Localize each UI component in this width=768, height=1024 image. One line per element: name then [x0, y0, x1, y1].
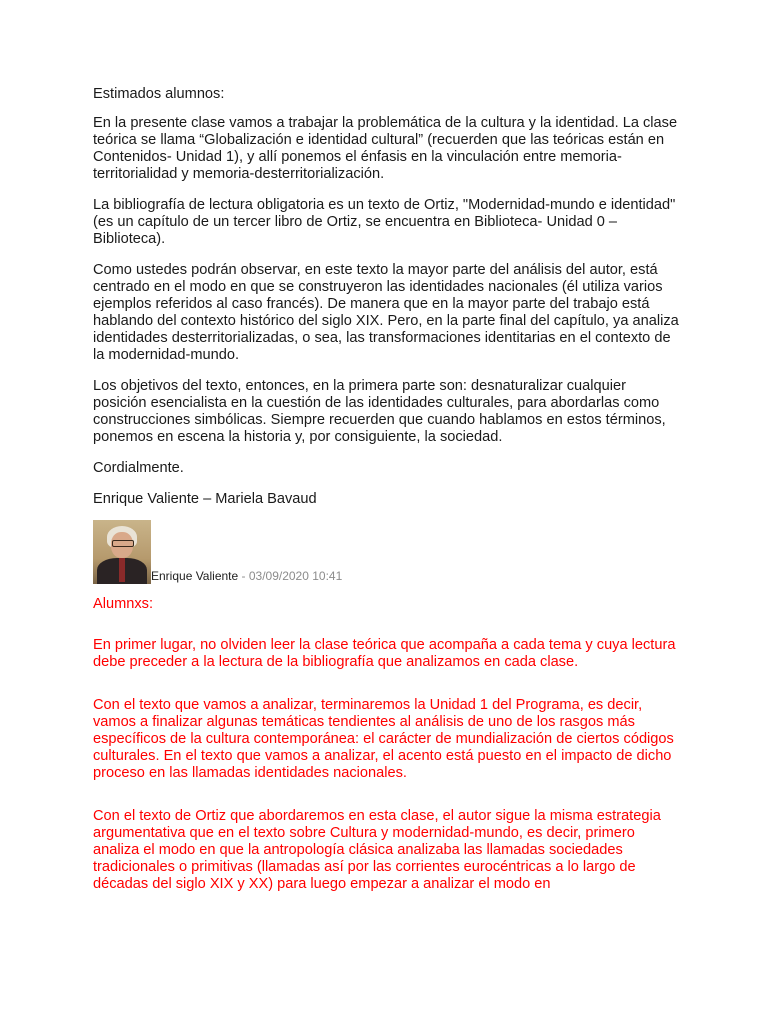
post-separator: - — [238, 569, 249, 583]
letter-paragraph-4: Los objetivos del texto, entonces, en la primera parte son: desnaturalizar cualquier posición esencialista en la cuestión de las identidades culturales, para abordarlas como construcciones simbólicas. Siempre recuerden que cuando hablamos en estos términos, ponemos en escena la historia y, por consiguiente, la sociedad. — [93, 378, 666, 445]
post-meta — [151, 569, 342, 583]
post-author-header — [93, 520, 683, 584]
post-greeting: Alumnxs: — [93, 596, 154, 612]
letter-paragraph-1: En la presente clase vamos a trabajar la problemática de la cultura y la identidad. La clase teórica se llama “Globalización e identidad cultural” (recuerden que las teóricas están en Contenidos- Unidad 1), y allí ponemos el énfasis en la vinculación entre memoria-territorialidad y memoria-desterritorialización. — [93, 115, 678, 182]
post-paragraph-1: En primer lugar, no olviden leer la clase teórica que acompaña a cada tema y cuya lectura debe preceder a la lectura de la bibliografía que analizamos en cada clase. — [93, 637, 676, 670]
author-avatar — [93, 520, 151, 584]
post-timestamp: 03/09/2020 10:41 — [248, 569, 343, 583]
letter-signers: Enrique Valiente – Mariela Bavaud — [93, 491, 317, 507]
post-author-name: Enrique Valiente — [151, 569, 239, 583]
post-paragraph-3: Con el texto de Ortiz que abordaremos en esta clase, el autor sigue la misma estrategia argumentativa que en el texto sobre Cultura y modernidad-mundo, es decir, primero analiza el modo en que la antropología clásica analizaba las llamadas sociedades tradicionales o primitivas (llamadas así por las corrientes eurocéntricas a lo largo de décadas del siglo XIX y XX) para luego empezar a analizar el modo en — [93, 808, 661, 892]
letter-greeting: Estimados alumnos: — [93, 86, 225, 102]
letter-paragraph-2: La bibliografía de lectura obligatoria es un texto de Ortiz, "Modernidad-mundo e identidad" (es un capítulo de un tercer libro de Ortiz, se encuentra en Biblioteca- Unidad 0 –Biblioteca). — [93, 197, 676, 247]
letter-closing: Cordialmente. — [93, 460, 184, 476]
post-paragraph-2: Con el texto que vamos a analizar, terminaremos la Unidad 1 del Programa, es decir, vamos a finalizar algunas temáticas tendientes al análisis de uno de los rasgos más específicos de la cultura contemporánea: el carácter de mundialización de ciertos códigos culturales. En el texto que vamos a analizar, el acento está puesto en el impacto de dicho proceso en las llamadas identidades nacionales. — [93, 697, 674, 781]
document-page — [93, 86, 683, 919]
letter-paragraph-3: Como ustedes podrán observar, en este texto la mayor parte del análisis del autor, está centrado en el modo en que se construyeron las identidades nacionales (él utiliza varios ejemplos referidos al caso francés). De manera que en la mayor parte del trabajo está hablando del contexto histórico del siglo XIX. Pero, en la parte final del capítulo, ya analiza identidades desterritorializadas, o sea, las transformaciones identitarias en el contexto de la modernidad-mundo. — [93, 262, 679, 363]
